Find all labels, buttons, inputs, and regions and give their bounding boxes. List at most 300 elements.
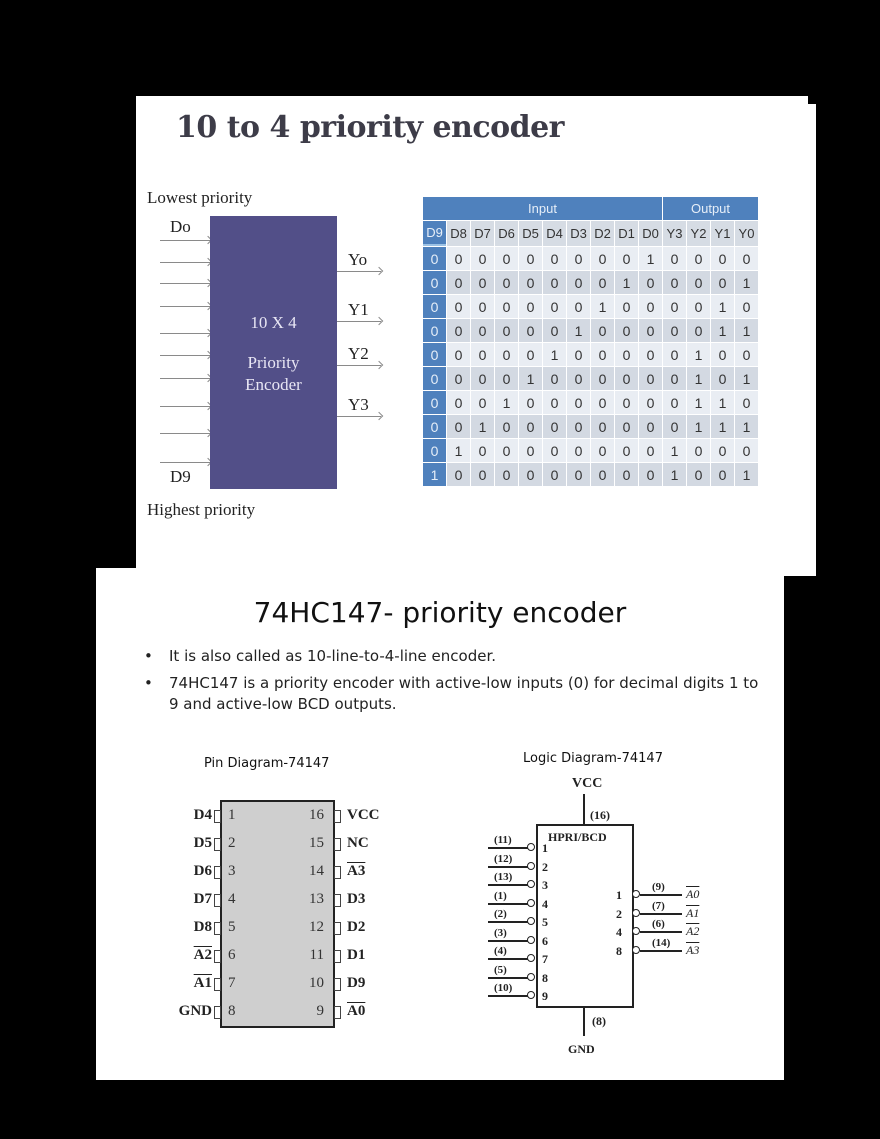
table-cell: 0 <box>447 271 470 294</box>
table-cell: 1 <box>735 415 758 438</box>
output-y1-label: Y1 <box>348 300 369 319</box>
output-name: A3 <box>686 943 700 957</box>
table-cell: 1 <box>687 367 710 390</box>
pin-name-right: NC <box>347 835 369 851</box>
table-cell: 0 <box>471 343 494 366</box>
table-cell: 0 <box>663 367 686 390</box>
table-cell: 1 <box>495 391 518 414</box>
table-row <box>423 319 758 342</box>
table-cell: 0 <box>495 271 518 294</box>
input-d9-label: D9 <box>170 467 191 486</box>
vcc-line <box>583 794 585 824</box>
table-row <box>423 295 758 318</box>
output-weight: 4 <box>616 925 622 939</box>
input-line <box>488 884 528 886</box>
table-cell: 0 <box>663 247 686 270</box>
table-cell: 0 <box>639 343 662 366</box>
table-cell: 0 <box>735 295 758 318</box>
table-cell: 0 <box>447 391 470 414</box>
table-cell: 0 <box>639 439 662 462</box>
pin-number-left: 1 <box>228 807 236 823</box>
table-cell: 0 <box>591 319 614 342</box>
table-row <box>423 343 758 366</box>
table-cell: 0 <box>591 463 614 486</box>
table-cell: 0 <box>543 391 566 414</box>
inversion-bubble <box>527 843 535 851</box>
pin-name-left: D6 <box>193 863 212 879</box>
column-header: Y3 <box>663 221 686 246</box>
table-cell: 1 <box>591 295 614 318</box>
table-cell: 1 <box>735 319 758 342</box>
table-cell: 0 <box>735 439 758 462</box>
bullet-list <box>142 646 762 721</box>
table-cell: 0 <box>615 415 638 438</box>
table-cell: 0 <box>543 295 566 318</box>
table-cell: 0 <box>591 439 614 462</box>
pin-stub-right <box>334 950 341 963</box>
table-cell: 0 <box>663 295 686 318</box>
input-arrow-9 <box>160 462 210 463</box>
inversion-bubble <box>527 899 535 907</box>
input-arrow-4 <box>160 333 210 334</box>
table-cell: 0 <box>615 391 638 414</box>
output-name: A2 <box>686 924 700 938</box>
slide1-title: 10 to 4 priority encoder <box>176 110 564 145</box>
inversion-bubble <box>527 973 535 981</box>
pin-stub-right <box>334 1006 341 1019</box>
output-weight: 2 <box>616 907 622 921</box>
table-cell: 0 <box>687 439 710 462</box>
table-cell: 0 <box>567 439 590 462</box>
pin-number-left: 8 <box>228 1003 236 1019</box>
table-cell: 0 <box>711 343 734 366</box>
inversion-bubble <box>527 862 535 870</box>
table-cell: 0 <box>687 463 710 486</box>
table-cell: 0 <box>519 463 542 486</box>
column-header: D2 <box>591 221 614 246</box>
input-arrow-6 <box>160 378 210 379</box>
pin-stub-right <box>334 894 341 907</box>
input-index: 4 <box>542 897 548 911</box>
table-cell: 0 <box>639 319 662 342</box>
pin-number-left: 6 <box>228 947 236 963</box>
table-cell: 0 <box>495 439 518 462</box>
input-arrow-7 <box>160 406 210 407</box>
pin-name-left: D7 <box>193 891 212 907</box>
table-row <box>423 463 758 486</box>
pin-stub-right <box>334 866 341 879</box>
table-cell: 0 <box>711 463 734 486</box>
table-cell: 0 <box>471 247 494 270</box>
table-cell: 0 <box>663 271 686 294</box>
pin-diagram-caption: Pin Diagram-74147 <box>204 756 330 771</box>
table-cell: 0 <box>591 343 614 366</box>
table-row <box>423 439 758 462</box>
column-header: Y0 <box>735 221 758 246</box>
pin-stub-left <box>214 978 221 991</box>
gnd-line <box>583 1006 585 1036</box>
input-index: 5 <box>542 915 548 929</box>
table-cell: 0 <box>543 415 566 438</box>
pin-stub-right <box>334 838 341 851</box>
table-cell: 0 <box>567 463 590 486</box>
output-weight: 1 <box>616 888 622 902</box>
table-cell: 0 <box>687 295 710 318</box>
output-weight: 8 <box>616 944 622 958</box>
input-line <box>488 977 528 979</box>
input-index: 8 <box>542 971 548 985</box>
table-cell: 0 <box>495 295 518 318</box>
input-pin-number: (2) <box>494 908 507 920</box>
pin-number-left: 5 <box>228 919 236 935</box>
table-row <box>423 367 758 390</box>
input-line <box>488 995 528 997</box>
input-pin-number: (11) <box>494 834 512 846</box>
table-row <box>423 415 758 438</box>
table-cell: 0 <box>591 391 614 414</box>
table-cell: 0 <box>543 367 566 390</box>
input-pin-number: (12) <box>494 853 513 865</box>
slide-10-to-4-priority-encoder <box>136 96 808 576</box>
table-cell: 0 <box>423 367 446 390</box>
table-cell: 0 <box>471 391 494 414</box>
table-cell: 0 <box>519 247 542 270</box>
table-cell: 0 <box>447 295 470 318</box>
table-cell: 0 <box>543 439 566 462</box>
input-index: 3 <box>542 878 548 892</box>
table-cell: 0 <box>567 367 590 390</box>
table-cell: 0 <box>519 271 542 294</box>
input-pin-number: (13) <box>494 871 513 883</box>
table-cell: 0 <box>471 319 494 342</box>
table-cell: 0 <box>519 391 542 414</box>
inversion-bubble <box>632 890 640 898</box>
table-cell: 0 <box>543 319 566 342</box>
table-cell: 0 <box>663 415 686 438</box>
table-cell: 0 <box>639 463 662 486</box>
input-line <box>488 958 528 960</box>
pin-name-right: D1 <box>347 947 366 963</box>
output-arrow-3 <box>337 416 381 417</box>
table-cell: 0 <box>447 319 470 342</box>
table-cell: 1 <box>711 295 734 318</box>
pin-name-left: A2 <box>193 947 212 963</box>
column-header-row <box>423 221 758 246</box>
table-cell: 0 <box>615 463 638 486</box>
table-cell: 0 <box>591 367 614 390</box>
pin-number-left: 7 <box>228 975 236 991</box>
input-arrow-1 <box>160 262 210 263</box>
table-cell: 0 <box>423 391 446 414</box>
output-arrow-2 <box>337 365 381 366</box>
lowest-priority-label: Lowest priority <box>147 188 253 207</box>
input-pin-number: (10) <box>494 982 513 994</box>
table-cell: 0 <box>519 295 542 318</box>
pin-number-right: 15 <box>309 835 324 851</box>
table-cell: 0 <box>567 247 590 270</box>
table-cell: 0 <box>447 463 470 486</box>
table-cell: 0 <box>711 367 734 390</box>
logic-diagram-caption: Logic Diagram-74147 <box>523 751 663 766</box>
table-cell: 0 <box>423 319 446 342</box>
column-header: D1 <box>615 221 638 246</box>
table-cell: 0 <box>615 343 638 366</box>
inversion-bubble <box>632 946 640 954</box>
table-cell: 1 <box>711 391 734 414</box>
input-index: 6 <box>542 934 548 948</box>
input-arrow-8 <box>160 433 210 434</box>
input-line <box>488 940 528 942</box>
table-cell: 1 <box>735 367 758 390</box>
table-cell: 0 <box>447 343 470 366</box>
table-cell: 0 <box>471 439 494 462</box>
pin-name-left: D8 <box>193 919 212 935</box>
column-header: D9 <box>423 221 446 246</box>
table-cell: 0 <box>423 343 446 366</box>
input-index: 1 <box>542 841 548 855</box>
table-cell: 1 <box>663 439 686 462</box>
pin-name-left: D4 <box>193 807 212 823</box>
pin-stub-right <box>334 978 341 991</box>
input-line <box>488 866 528 868</box>
input-d0-label: Do <box>170 217 191 236</box>
table-cell: 1 <box>543 343 566 366</box>
column-header: D4 <box>543 221 566 246</box>
table-cell: 1 <box>711 415 734 438</box>
table-cell: 1 <box>567 319 590 342</box>
table-cell: 0 <box>495 463 518 486</box>
table-cell: 1 <box>687 391 710 414</box>
table-cell: 0 <box>639 415 662 438</box>
inversion-bubble <box>527 880 535 888</box>
table-cell: 1 <box>687 415 710 438</box>
output-pin-number: (9) <box>652 881 665 893</box>
pin-stub-left <box>214 838 221 851</box>
input-arrow-2 <box>160 283 210 284</box>
table-cell: 0 <box>519 319 542 342</box>
table-cell: 1 <box>519 367 542 390</box>
block-label: HPRI/BCD <box>548 830 607 844</box>
table-cell: 0 <box>423 415 446 438</box>
pin-number-right: 10 <box>309 975 324 991</box>
table-cell: 0 <box>543 247 566 270</box>
input-arrow-3 <box>160 306 210 307</box>
output-y3-label: Y3 <box>348 395 369 414</box>
pin-number-left: 2 <box>228 835 236 851</box>
table-cell: 0 <box>735 343 758 366</box>
table-cell: 0 <box>495 367 518 390</box>
output-line <box>640 913 682 915</box>
input-arrow-5 <box>160 355 210 356</box>
table-cell: 0 <box>663 319 686 342</box>
inversion-bubble <box>527 954 535 962</box>
pin-number-right: 14 <box>309 863 324 879</box>
column-header: D8 <box>447 221 470 246</box>
pin-name-right: A3 <box>347 863 366 879</box>
pin-number-right: 12 <box>309 919 324 935</box>
column-header: D7 <box>471 221 494 246</box>
table-cell: 0 <box>615 247 638 270</box>
pin-number-left: 4 <box>228 891 236 907</box>
table-cell: 0 <box>471 463 494 486</box>
table-cell: 0 <box>591 271 614 294</box>
table-cell: 0 <box>543 463 566 486</box>
bullet-item: • It is also called as 10-line-to-4-line encoder. <box>142 646 762 667</box>
output-name: A0 <box>686 887 700 901</box>
table-cell: 0 <box>495 415 518 438</box>
truth-table <box>422 196 759 487</box>
vcc-label: VCC <box>572 776 603 791</box>
table-cell: 0 <box>471 295 494 318</box>
slide-74hc147 <box>96 568 784 1080</box>
pin-stub-right <box>334 810 341 823</box>
output-arrow-0 <box>337 271 381 272</box>
output-pin-number: (6) <box>652 918 665 930</box>
inversion-bubble <box>527 917 535 925</box>
table-cell: 0 <box>423 439 446 462</box>
table-cell: 0 <box>567 295 590 318</box>
pin-stub-left <box>214 950 221 963</box>
table-cell: 0 <box>495 247 518 270</box>
table-cell: 0 <box>591 247 614 270</box>
input-arrow-0 <box>160 240 210 241</box>
table-cell: 0 <box>447 415 470 438</box>
table-cell: 0 <box>423 295 446 318</box>
pin-stub-right <box>334 922 341 935</box>
table-row <box>423 391 758 414</box>
table-cell: 0 <box>495 343 518 366</box>
table-cell: 1 <box>615 271 638 294</box>
pin-name-right: D9 <box>347 975 366 991</box>
column-header: Y2 <box>687 221 710 246</box>
input-pin-number: (3) <box>494 927 507 939</box>
output-name: A1 <box>686 906 700 920</box>
output-line <box>640 931 682 933</box>
table-row <box>423 247 758 270</box>
table-cell: 1 <box>639 247 662 270</box>
output-pin-number: (14) <box>652 937 671 949</box>
inversion-bubble <box>632 927 640 935</box>
gnd-label: GND <box>568 1042 595 1056</box>
table-cell: 1 <box>711 319 734 342</box>
table-cell: 0 <box>735 391 758 414</box>
slide2-title: 74HC147- priority encoder <box>253 596 627 629</box>
table-cell: 0 <box>471 367 494 390</box>
table-cell: 0 <box>543 271 566 294</box>
pin-stub-left <box>214 922 221 935</box>
table-cell: 0 <box>519 415 542 438</box>
table-cell: 0 <box>687 247 710 270</box>
output-y2-label: Y2 <box>348 344 369 363</box>
inversion-bubble <box>632 909 640 917</box>
input-line <box>488 847 528 849</box>
table-cell: 0 <box>567 343 590 366</box>
input-pin-number: (5) <box>494 964 507 976</box>
input-line <box>488 903 528 905</box>
table-cell: 1 <box>423 463 446 486</box>
pin-name-left: A1 <box>193 975 212 991</box>
encoder-name-line1: Priority <box>247 353 300 372</box>
output-line <box>640 894 682 896</box>
table-cell: 0 <box>639 367 662 390</box>
pin-name-left: GND <box>178 1003 212 1019</box>
table-cell: 1 <box>735 463 758 486</box>
pin-name-right: D2 <box>347 919 366 935</box>
gnd-pin-number: (8) <box>592 1014 606 1028</box>
slide1-edge <box>808 104 816 576</box>
table-cell: 0 <box>663 343 686 366</box>
table-cell: 0 <box>615 319 638 342</box>
input-index: 7 <box>542 952 548 966</box>
table-cell: 0 <box>711 439 734 462</box>
pin-name-right: VCC <box>347 807 380 823</box>
table-cell: 0 <box>567 391 590 414</box>
table-cell: 0 <box>687 319 710 342</box>
table-cell: 0 <box>423 247 446 270</box>
table-cell: 0 <box>447 247 470 270</box>
highest-priority-label: Highest priority <box>147 500 256 519</box>
pin-number-right: 9 <box>316 1003 324 1019</box>
table-cell: 0 <box>519 439 542 462</box>
table-cell: 0 <box>711 247 734 270</box>
pin-number-right: 11 <box>309 947 324 963</box>
table-cell: 0 <box>447 367 470 390</box>
pin-stub-left <box>214 894 221 907</box>
table-cell: 0 <box>615 367 638 390</box>
table-cell: 0 <box>495 319 518 342</box>
table-cell: 0 <box>519 343 542 366</box>
pin-stub-left <box>214 866 221 879</box>
table-cell: 0 <box>591 415 614 438</box>
table-cell: 0 <box>663 391 686 414</box>
pin-stub-left <box>214 1006 221 1019</box>
table-cell: 1 <box>735 271 758 294</box>
input-pin-number: (1) <box>494 890 507 902</box>
pin-number-right: 13 <box>309 891 324 907</box>
encoder-block <box>210 216 337 489</box>
column-header: Y1 <box>711 221 734 246</box>
output-y0-label: Yo <box>348 250 368 269</box>
table-cell: 0 <box>735 247 758 270</box>
column-header: D3 <box>567 221 590 246</box>
table-cell: 1 <box>447 439 470 462</box>
output-group-header: Output <box>663 197 758 220</box>
pin-number-right: 16 <box>309 807 324 823</box>
table-cell: 0 <box>567 415 590 438</box>
pin-name-right: D3 <box>347 891 366 907</box>
input-index: 2 <box>542 860 548 874</box>
table-cell: 0 <box>423 271 446 294</box>
output-line <box>640 950 682 952</box>
table-cell: 1 <box>687 343 710 366</box>
column-header: D5 <box>519 221 542 246</box>
table-cell: 0 <box>639 295 662 318</box>
column-header: D6 <box>495 221 518 246</box>
table-cell: 0 <box>639 391 662 414</box>
table-cell: 0 <box>615 295 638 318</box>
table-cell: 0 <box>567 271 590 294</box>
input-index: 9 <box>542 989 548 1003</box>
vcc-pin-number: (16) <box>590 808 610 822</box>
bullet-item: • 74HC147 is a priority encoder with active-low inputs (0) for decimal digits 1 to 9 and active-low BCD outputs. <box>142 673 762 715</box>
table-cell: 1 <box>663 463 686 486</box>
inversion-bubble <box>527 936 535 944</box>
column-header: D0 <box>639 221 662 246</box>
pin-number-left: 3 <box>228 863 236 879</box>
table-cell: 1 <box>471 415 494 438</box>
encoder-size-label: 10 X 4 <box>250 313 297 332</box>
output-arrow-1 <box>337 321 381 322</box>
